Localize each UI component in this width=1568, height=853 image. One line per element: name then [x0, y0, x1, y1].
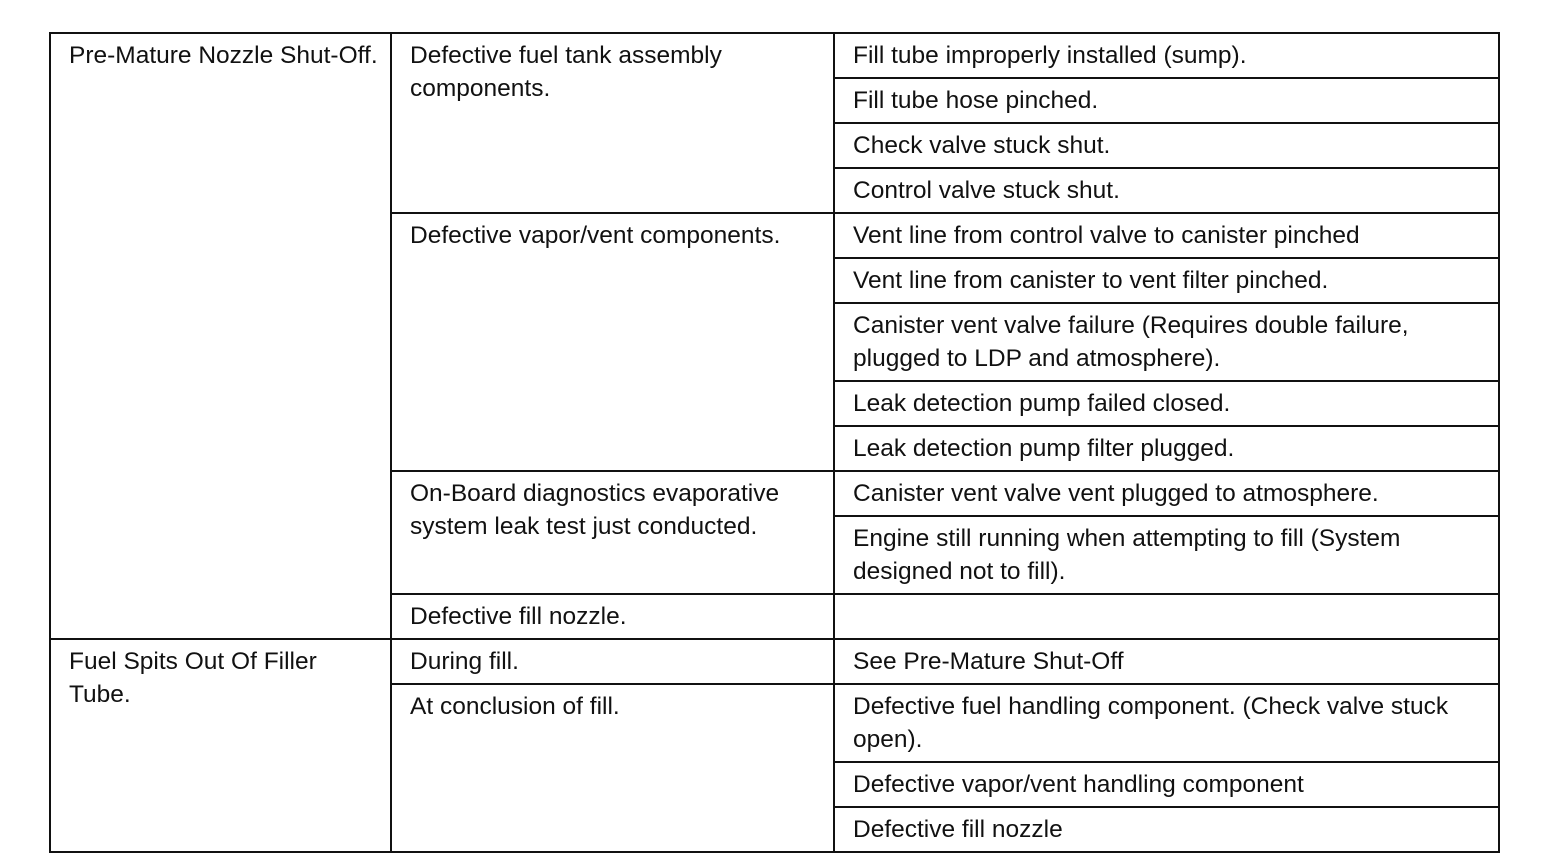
- cause-cell: On-Board diagnostics evaporative system leak test just conducted.: [391, 471, 834, 594]
- fix-cell: Leak detection pump filter plugged.: [834, 426, 1499, 471]
- fix-cell: Canister vent valve failure (Requires double failure, plugged to LDP and atmosphere).: [834, 303, 1499, 381]
- fix-cell: Defective fill nozzle: [834, 807, 1499, 852]
- table-row: [50, 33, 1499, 78]
- fix-cell: Fill tube hose pinched.: [834, 78, 1499, 123]
- fix-cell: Leak detection pump failed closed.: [834, 381, 1499, 426]
- fix-cell: Defective fuel handling component. (Check valve stuck open).: [834, 684, 1499, 762]
- condition-cell: Fuel Spits Out Of Filler Tube.: [50, 639, 391, 852]
- fix-cell: Fill tube improperly installed (sump).: [834, 33, 1499, 78]
- condition-cell: Pre-Mature Nozzle Shut-Off.: [50, 33, 391, 639]
- fix-cell: Control valve stuck shut.: [834, 168, 1499, 213]
- fix-cell: Check valve stuck shut.: [834, 123, 1499, 168]
- cause-cell: Defective fuel tank assembly components.: [391, 33, 834, 213]
- cause-cell: At conclusion of fill.: [391, 684, 834, 852]
- cause-cell: Defective vapor/vent components.: [391, 213, 834, 471]
- diagnosis-table: [49, 32, 1500, 853]
- fix-cell: See Pre-Mature Shut-Off: [834, 639, 1499, 684]
- cause-cell: Defective fill nozzle.: [391, 594, 834, 639]
- table-row: [50, 639, 1499, 684]
- fix-cell-empty: [834, 594, 1499, 639]
- cause-cell: During fill.: [391, 639, 834, 684]
- fix-cell: Canister vent valve vent plugged to atmosphere.: [834, 471, 1499, 516]
- fix-cell: Engine still running when attempting to fill (System designed not to fill).: [834, 516, 1499, 594]
- fix-cell: Vent line from control valve to canister pinched: [834, 213, 1499, 258]
- fix-cell: Defective vapor/vent handling component: [834, 762, 1499, 807]
- fix-cell: Vent line from canister to vent filter pinched.: [834, 258, 1499, 303]
